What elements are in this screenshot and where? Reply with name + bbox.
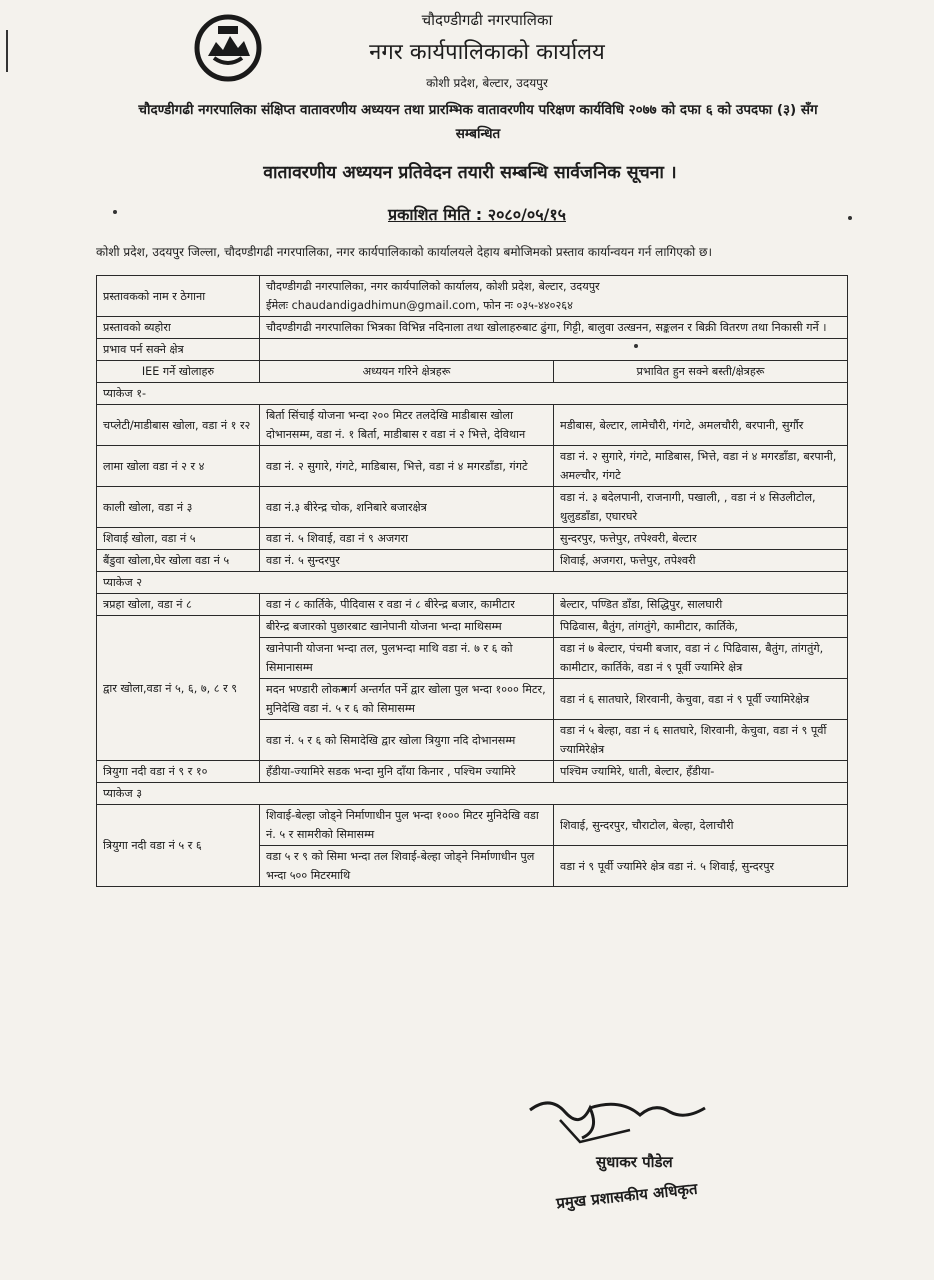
- table-row: [97, 339, 848, 361]
- study-area-cell: वडा नं. ५ शिवाई, वडा नं ९ अजगरा: [260, 528, 554, 550]
- table-row: [97, 805, 848, 846]
- impact-area-empty: [260, 339, 848, 361]
- affected-settlement-cell: वडा नं. २ सुगारे, गंगटे, माडिबास, भित्ते, वडा नं ४ मगरडाँडा, बरपानी, अमल्चौर, गंगटे: [554, 446, 848, 487]
- affected-settlement-cell: शिवाई, सुन्दरपुर, चौराटोल, बेल्हा, देलाचौरी: [554, 805, 848, 846]
- published-date: [0, 203, 934, 225]
- affected-settlement-cell: वडा नं. ३ बदेलपानी, राजनागी, पखाली, , वडा नं ४ सिउलीटोल, थुलुडडाँडा, एघारघरे: [554, 487, 848, 528]
- proposer-label: प्रस्तावकको नाम र ठेगाना: [97, 276, 260, 317]
- affected-settlement-cell: बेल्टार, पण्डित डाँडा, सिद्धिपुर, सालघारी: [554, 594, 848, 616]
- study-area-cell: मदन भण्डारी लोकमार्ग अन्तर्गत पर्ने द्वार खोला पुल भन्दा १००० मिटर, मुनिदेखि वडा नं. ५ र ६ को सिमासम्म: [260, 679, 554, 720]
- table-row: [97, 528, 848, 550]
- table-row: [97, 446, 848, 487]
- proposer-value: चौदण्डीगढी नगरपालिका, नगर कार्यपालिको कार्यालय, कोशी प्रदेश, बेल्टार, उदयपुर: [266, 280, 600, 293]
- affected-settlement-cell: पश्चिम ज्यामिरे, धाती, बेल्टार, हँडीया-: [554, 761, 848, 783]
- study-area-cell: वडा नं.३ बीरेन्द्र चोक, शनिबारे बजारक्षेत्र: [260, 487, 554, 528]
- package-row: [97, 783, 848, 805]
- river-cell: लामा खोला वडा नं २ र ४: [97, 446, 260, 487]
- table-row: [97, 405, 848, 446]
- river-cell: द्वार खोला,वडा नं ५, ६, ७, ८ र ९: [97, 616, 260, 761]
- proposer-contact: ईमेलः chaudandigadhimun@gmail.com, फोन नः ०३५-४४०२६४: [266, 299, 573, 312]
- study-area-cell: बीरेन्द्र बजारको पुछारबाट खानेपानी योजना भन्दा माथिसम्म: [260, 616, 554, 638]
- river-cell: त्रियुगा नदी वडा नं ९ र १०: [97, 761, 260, 783]
- study-area-cell: वडा नं. ५ र ६ को सिमादेखि द्वार खोला त्रियुगा नदि दोभानसम्म: [260, 720, 554, 761]
- affected-settlement-cell: वडा नं ९ पूर्वी ज्यामिरे क्षेत्र वडा नं. ५ शिवाई, सुन्दरपुर: [554, 846, 848, 887]
- speck-dot: [848, 216, 852, 220]
- table-row: [97, 594, 848, 616]
- river-cell: काली खोला, वडा नं ३: [97, 487, 260, 528]
- study-area-cell: वडा नं ८ कार्तिके, पीदिवास र वडा नं ८ बीरेन्द्र बजार, कामीटार: [260, 594, 554, 616]
- package-row: [97, 383, 848, 405]
- package-label: प्याकेज ३: [97, 783, 848, 805]
- table-row: [97, 317, 848, 339]
- column-header: प्रभावित हुन सक्ने बस्ती/क्षेत्रहरू: [554, 361, 848, 383]
- impact-area-label: प्रभाव पर्न सक्ने क्षेत्र: [97, 339, 260, 361]
- proposal-label: प्रस्तावको ब्यहोरा: [97, 317, 260, 339]
- speck-dot: [113, 210, 117, 214]
- affected-settlement-cell: सुन्दरपुर, फत्तेपुर, तपेश्वरी, बेल्टार: [554, 528, 848, 550]
- study-area-cell: हँडीया-ज्यामिरे सडक भन्दा मुनि दाँया किनार , पश्चिम ज्यामिरे: [260, 761, 554, 783]
- affected-settlement-cell: मडीबास, बेल्टार, लामेचौरी, गंगटे, अमलचौरी, बरपानी, सुर्गौर: [554, 405, 848, 446]
- affected-settlement-cell: वडा नं ६ सातघारे, शिरवानी, केचुवा, वडा नं ९ पूर्वी ज्यामिरेक्षेत्र: [554, 679, 848, 720]
- office-address: कोशी प्रदेश, बेल्टार, उदयपुर: [426, 76, 548, 90]
- package-label: प्याकेज २: [97, 572, 848, 594]
- table-row: [97, 761, 848, 783]
- table-row: [97, 616, 848, 638]
- study-area-cell: वडा ५ र ९ को सिमा भन्दा तल शिवाई-बेल्हा जोड्ने निर्माणाधीन पुल भन्दा ५०० मिटरमाथि: [260, 846, 554, 887]
- signatory-name: सुधाकर पौडेल: [596, 1153, 673, 1171]
- column-header: अध्ययन गरिने क्षेत्रहरू: [260, 361, 554, 383]
- study-area-cell: बिर्ता सिंचाई योजना भन्दा २०० मिटर तलदेखि माडीबास खोला दोभानसम्म, वडा नं. १ बिर्ता, माडीबास र वडा नं २ भित्ते, देविथान: [260, 405, 554, 446]
- study-area-cell: शिवाई-बेल्हा जोड्ने निर्माणाधीन पुल भन्दा १००० मिटर मुनिदेखि वडा नं. ५ र सामरीको सिमासम्म: [260, 805, 554, 846]
- column-header: IEE गर्ने खोलाहरु: [97, 361, 260, 383]
- river-cell: त्रियुगा नदी वडा नं ५ र ६: [97, 805, 260, 887]
- table-row: [97, 487, 848, 528]
- signatory-title: प्रमुख प्रशासकीय अधिकृत: [555, 1179, 699, 1213]
- intro-text: कोशी प्रदेश, उदयपुर जिल्ला, चौदण्डीगढी नगरपालिका, नगर कार्यपालिकाको कार्यालयले देहाय बमोजिमको प्रस्ताव कार्यान्वयन गर्न लागिएको छ।: [96, 245, 713, 259]
- affected-settlement-cell: वडा नं ५ बेल्हा, वडा नं ६ सातघारे, शिरवानी, केचुवा, वडा नं ९ पूर्वी ज्यामिरेक्षेत्र: [554, 720, 848, 761]
- package-label: प्याकेज १-: [97, 383, 848, 405]
- river-cell: शिवाई खोला, वडा नं ५: [97, 528, 260, 550]
- affected-settlement-cell: पिढिवास, बैतुंग, तांगतुंगे, कामीटार, कार्तिके,: [554, 616, 848, 638]
- proposal-value: चौदण्डीगढी नगरपालिका भित्रका विभिन्न नदिनाला तथा खोलाहरुबाट ढुंगा, गिट्टी, बालुवा उत्खनन, सङ्कलन र बिक्री वितरण तथा निकासी गर्ने ।: [260, 317, 848, 339]
- office-line: चौदण्डीगढी नगरपालिका: [421, 11, 553, 29]
- column-header-row: [97, 361, 848, 383]
- river-cell: बैंडुवा खोला,घेर खोला वडा नं ५: [97, 550, 260, 572]
- table-row: [97, 550, 848, 572]
- published-date-text: प्रकाशित मिति : २०८०/०५/१५: [387, 205, 566, 224]
- notice-title: वातावरणीय अध्ययन प्रतिवेदन तयारी सम्बन्धि सार्वजनिक सूचना ।: [263, 163, 677, 183]
- river-cell: त्रप्रहा खोला, वडा नं ८: [97, 594, 260, 616]
- study-area-cell: वडा नं. ५ सुन्दरपुर: [260, 550, 554, 572]
- affected-settlement-cell: वडा नं ७ बेल्टार, पंचमी बजार, वडा नं ८ पिढिवास, बैतुंग, तांगतुंगे, कामीटार, कार्तिके, वडा नं ९ पूर्वी ज्यामिरे क्षेत्र: [554, 638, 848, 679]
- river-cell: चप्लेटी/माडीबास खोला, वडा नं १ र२: [97, 405, 260, 446]
- study-area-cell: वडा नं. २ सुगारे, गंगटे, माडिबास, भित्ते, वडा नं ४ मगरडाँडा, गंगटे: [260, 446, 554, 487]
- office-title: नगर कार्यपालिकाको कार्यालय: [369, 40, 605, 65]
- table-row: [97, 276, 848, 317]
- proposal-table: [96, 275, 848, 887]
- study-area-cell: खानेपानी योजना भन्दा तल, पुलभन्दा माथि वडा नं. ७ र ६ को सिमानासम्म: [260, 638, 554, 679]
- signature-scribble: [520, 1090, 720, 1150]
- proposer-cell: [260, 276, 848, 317]
- affected-settlement-cell: शिवाई, अजगरा, फत्तेपुर, तपेश्वरी: [554, 550, 848, 572]
- reference-line: चौदण्डीगढी नगरपालिका संक्षिप्त वातावरणीय अध्ययन तथा प्रारम्भिक वातावरणीय परिक्षण कार्यविधि २०७७ को दफा ६ को उपदफा (३) सँग सम्बन्धित: [138, 102, 818, 142]
- package-row: [97, 572, 848, 594]
